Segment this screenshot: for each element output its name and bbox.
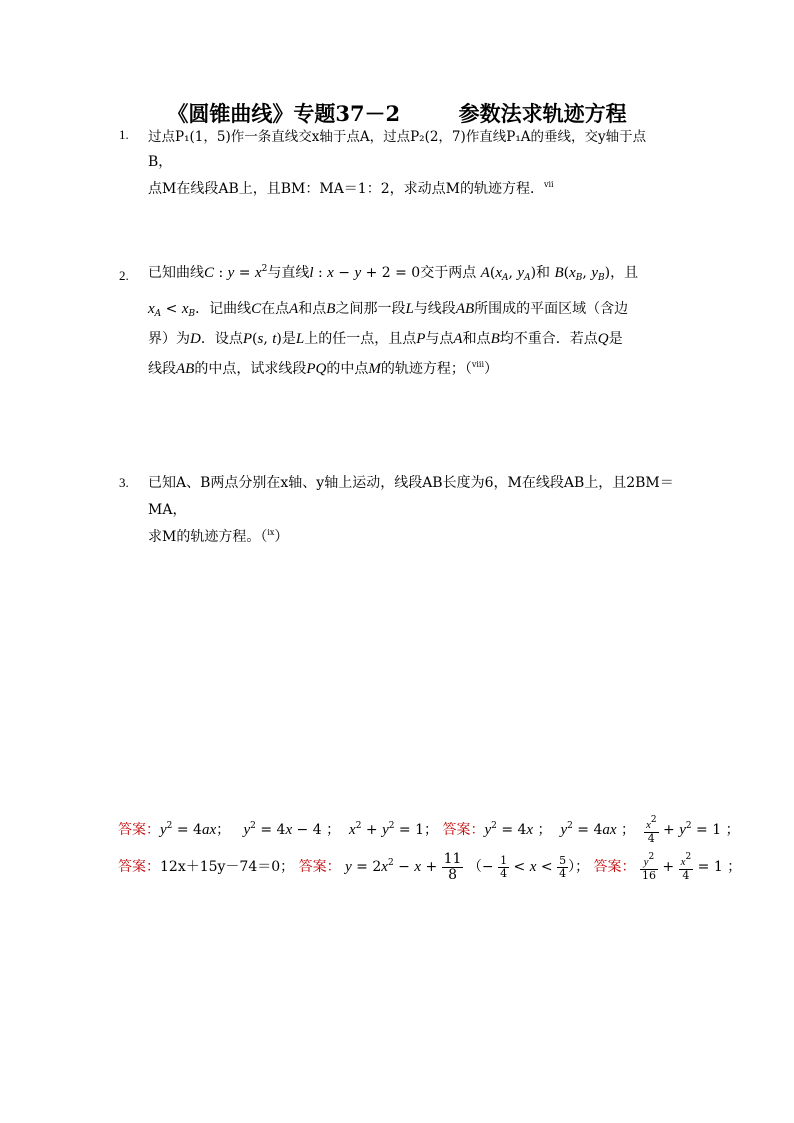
question-3-line-2: MA， (148, 502, 187, 518)
answer-label: 答案： (593, 859, 636, 876)
answer-line-equation: 12x＋15y－74＝0； (160, 859, 295, 876)
question-1-line-1: 过点P₁(1，5)作一条直线交x轴于点A，过点P₂(2，7)作直线P₁A的垂线，交y轴于点 (148, 129, 647, 145)
question-1-line-3 (148, 178, 554, 198)
question-2-footnote: viii (471, 360, 485, 369)
question-1-text: 点M在线段AB上，且BM：MA＝1：2，求动点M的轨迹方程． (148, 181, 544, 197)
answers-row-1: 答案：$y^2 = 4ax$； $y^2 = 4x - 4$ ； $x^2 + y^2 = 1$； 答案：$y^2 = 4x$ ； $y^2 = 4ax$ ； $\frac{x^2}{4}$ + $y^2 = 1$ ； (118, 815, 740, 845)
answer-label: 答案： (442, 822, 485, 839)
question-2-line-4: 线段AB的中点，试求线段PQ的中点M的轨迹方程；（$^{viii}$） (148, 360, 499, 377)
question-2-line-2: $x_A < x_B$．记曲线C在点A和点B之间那一段L与线段AB所围成的平面区域（含边 (148, 301, 629, 319)
question-2-number: 2. (119, 268, 129, 283)
question-3-footnote: ix (267, 528, 275, 537)
answer-label: 答案： (298, 859, 341, 876)
answer-label: 答案： (118, 822, 160, 839)
question-2-line-3: 界）为D．设点P(s, t)是L上的任一点，且点P与点A和点B均不重合．若点Q是 (148, 331, 623, 347)
page-title: 《圆锥曲线》专题37－2 参数法求轨迹方程 (167, 101, 627, 126)
answers-row-2: 答案：12x＋15y－74＝0； 答案： $y = 2x^2 - x$ + $\frac{11}{8}$ （− $\frac{1}{4}$ < x < $\frac{5}{4}$ ）； 答案： $\frac{y^2}{16}$ + $\frac{x^2}{4}$ = 1 ； (118, 851, 742, 883)
question-3-line-1: 已知A、B两点分别在x轴、y轴上运动，线段AB长度为6，M在线段AB上，且2BM＝ (148, 475, 674, 491)
answer-label: 答案： (118, 859, 160, 876)
question-1-line-2: B， (148, 154, 173, 170)
question-3-line-3: 求M的轨迹方程。（$^{ix}$） (148, 528, 289, 545)
question-1-footnote: vii (543, 180, 554, 189)
question-3-number: 3. (119, 475, 129, 490)
question-1-number: 1. (119, 127, 129, 142)
question-2-line-1: 已知曲线C : $y = x^2$与直线l : x − y + 2 = 0交于两点 $A(x_A$, $y_A$)和 $B(x_B$, $y_B$)，且 (148, 264, 639, 283)
